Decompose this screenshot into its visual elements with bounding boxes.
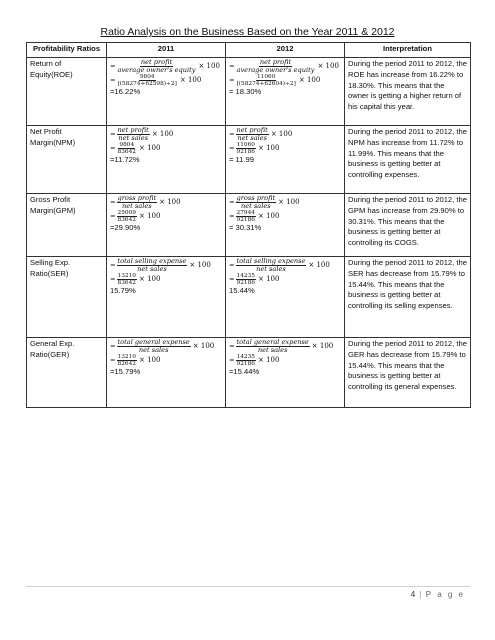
- formula-definition: [110, 258, 222, 273]
- value-2012: [226, 58, 345, 126]
- value-2012: [226, 126, 345, 194]
- fraction-numerator: net profit: [117, 126, 149, 134]
- fraction: [236, 339, 310, 354]
- times-hundred: × 100: [138, 355, 161, 364]
- formula-substitution: [229, 273, 341, 286]
- footer-divider: [26, 586, 470, 587]
- table-header-row: [27, 43, 471, 58]
- table-row: [27, 257, 471, 338]
- page-label: P a g e: [425, 590, 465, 599]
- times-hundred: × 100: [151, 129, 174, 138]
- value-2012: [226, 338, 345, 408]
- ratio-name: Net Profit Margin(NPM): [27, 126, 107, 194]
- equals-sign: =: [110, 274, 116, 283]
- fraction: [117, 195, 158, 210]
- formula-definition: [110, 339, 222, 354]
- interpretation: During the period 2011 to 2012, the NPM has increase from 11.72% to 11.99%. This means that the business is getting better at controlling expenses.: [345, 126, 471, 194]
- fraction: [117, 127, 150, 142]
- page-number: [411, 590, 465, 599]
- formula: [110, 127, 222, 155]
- equals-sign: =: [110, 341, 116, 350]
- times-hundred: × 100: [257, 355, 280, 364]
- times-hundred: × 100: [257, 274, 280, 283]
- value-2011: [107, 338, 226, 408]
- fraction-numerator: 13210: [117, 273, 136, 279]
- formula-definition: [110, 59, 222, 74]
- fraction-numerator: 9804: [119, 142, 135, 148]
- formula-definition: [229, 195, 341, 210]
- fraction: [236, 142, 256, 155]
- equals-sign: =: [229, 355, 235, 364]
- formula-substitution: [229, 354, 341, 367]
- equals-sign: =: [110, 129, 116, 138]
- fraction: [117, 354, 137, 367]
- ratio-table: [26, 42, 471, 408]
- fraction-numerator: 9804: [139, 74, 155, 80]
- formula: [229, 258, 341, 286]
- equals-sign: =: [229, 274, 235, 283]
- equals-sign: =: [229, 260, 235, 269]
- fraction-denominator: net sales: [257, 346, 288, 354]
- formula: [110, 59, 222, 87]
- formula-definition: [229, 127, 341, 142]
- fraction: [117, 258, 188, 273]
- formula-definition: [229, 258, 341, 273]
- ratio-result: 15.79%: [110, 286, 136, 296]
- fraction: [236, 258, 307, 273]
- equals-sign: =: [229, 75, 235, 84]
- times-hundred: × 100: [179, 75, 202, 84]
- table-row: [27, 338, 471, 408]
- formula-definition: [110, 195, 222, 210]
- fraction-numerator: net profit: [236, 126, 268, 134]
- page-separator: |: [419, 590, 422, 599]
- times-hundred: × 100: [192, 341, 215, 350]
- formula-substitution: [229, 210, 341, 223]
- page-number-value: 4: [410, 590, 416, 599]
- fraction: [236, 273, 256, 286]
- fraction: [236, 74, 297, 87]
- fraction-denominator: 83642: [117, 149, 136, 156]
- fraction-numerator: 13210: [117, 354, 136, 360]
- fraction: [236, 354, 256, 367]
- value-2011: [107, 126, 226, 194]
- times-hundred: × 100: [189, 260, 211, 269]
- formula-definition: [229, 339, 341, 354]
- ratio-result: =15.79%: [110, 367, 141, 377]
- document-title: Ratio Analysis on the Business Based on the Year 2011 & 2012: [100, 26, 395, 38]
- ratio-result: = 18.30%: [229, 87, 262, 97]
- times-hundred: × 100: [308, 260, 330, 269]
- ratio-name: Gross Profit Margin(GPM): [27, 194, 107, 257]
- fraction-denominator: net sales: [137, 265, 167, 273]
- fraction: [236, 127, 269, 142]
- fraction-numerator: net profit: [140, 58, 173, 66]
- fraction-denominator: 83642: [117, 217, 136, 224]
- formula: [110, 195, 222, 223]
- fraction-denominator: [(58274+62598)÷2]: [117, 81, 177, 88]
- fraction-denominator: net sales: [118, 134, 148, 142]
- fraction-numerator: 11060: [256, 74, 276, 80]
- value-2012: [226, 194, 345, 257]
- equals-sign: =: [229, 129, 235, 138]
- fraction-denominator: net sales: [241, 202, 271, 210]
- fraction-numerator: 14235: [236, 273, 255, 279]
- value-2011: [107, 257, 226, 338]
- times-hundred: × 100: [257, 143, 280, 152]
- formula: [229, 59, 341, 87]
- fraction-numerator: 14235: [236, 354, 255, 360]
- ratio-name: General Exp. Ratio(GER): [27, 338, 107, 408]
- table-row: [27, 58, 471, 126]
- formula-substitution: [229, 142, 341, 155]
- fraction-numerator: gross profit: [117, 194, 157, 202]
- column-header: 2012: [226, 43, 345, 58]
- times-hundred: × 100: [317, 61, 339, 70]
- equals-sign: =: [110, 260, 116, 269]
- ratio-name: Selling Exp. Ratio(SER): [27, 257, 107, 338]
- fraction-numerator: gross profit: [236, 194, 276, 202]
- table-row: [27, 194, 471, 257]
- times-hundred: × 100: [159, 197, 181, 206]
- formula: [229, 339, 341, 367]
- formula-definition: [229, 59, 341, 74]
- fraction: [117, 210, 137, 223]
- times-hundred: × 100: [298, 75, 321, 84]
- fraction-denominator: net sales: [256, 265, 286, 273]
- ratio-result: =29.90%: [110, 223, 141, 233]
- formula-substitution: [110, 273, 222, 286]
- value-2011: [107, 194, 226, 257]
- fraction-denominator: net sales: [122, 202, 152, 210]
- equals-sign: =: [110, 211, 116, 220]
- formula-substitution: [110, 142, 222, 155]
- ratio-result: =16.22%: [110, 87, 141, 97]
- fraction-denominator: [(58274+62604)÷2]: [236, 81, 296, 88]
- times-hundred: × 100: [257, 211, 280, 220]
- equals-sign: =: [229, 143, 235, 152]
- fraction-numerator: total general expense: [236, 338, 309, 346]
- equals-sign: =: [229, 341, 235, 350]
- fraction-denominator: 82642: [117, 361, 136, 368]
- column-header: 2011: [107, 43, 226, 58]
- table-row: [27, 126, 471, 194]
- fraction-denominator: 83642: [117, 280, 136, 287]
- equals-sign: =: [229, 197, 235, 206]
- fraction-numerator: 11060: [236, 142, 255, 148]
- fraction-numerator: total general expense: [117, 338, 190, 346]
- fraction-denominator: average owner's equity: [117, 66, 196, 74]
- formula-definition: [110, 127, 222, 142]
- equals-sign: =: [110, 355, 116, 364]
- times-hundred: × 100: [138, 274, 161, 283]
- equals-sign: =: [229, 61, 235, 70]
- fraction-numerator: total selling expense: [236, 257, 306, 265]
- fraction-numerator: 25009: [117, 210, 136, 216]
- ratio-result: = 30.31%: [229, 223, 262, 233]
- fraction-denominator: 92186: [236, 149, 255, 156]
- times-hundred: × 100: [278, 197, 300, 206]
- equals-sign: =: [110, 61, 116, 70]
- times-hundred: × 100: [270, 129, 293, 138]
- fraction: [117, 59, 197, 74]
- ratio-result: =15.44%: [229, 367, 260, 377]
- times-hundred: × 100: [311, 341, 334, 350]
- interpretation: During the period 2011 to 2012, the SER has decrease from 15.79% to 15.44%. This means that the business is getting better at controlling its selling expenses.: [345, 257, 471, 338]
- fraction-denominator: average owner's equity: [236, 66, 315, 74]
- interpretation: During the period 2011 to 2012, the ROE has increase from 16.22% to 18.30%. This means that the owner is getting a higher return of his capital this year.: [345, 58, 471, 126]
- times-hundred: × 100: [198, 61, 220, 70]
- interpretation: During the period 2011 to 2012, the GPM has increase from 29.90% to 30.31%. This means that the business is getting better at controlling its COGS.: [345, 194, 471, 257]
- equals-sign: =: [110, 143, 116, 152]
- fraction: [236, 195, 277, 210]
- times-hundred: × 100: [138, 211, 161, 220]
- value-2012: [226, 257, 345, 338]
- fraction-denominator: net sales: [237, 134, 267, 142]
- ratio-result: = 11.99: [229, 155, 254, 165]
- ratio-name: Return of Equity(ROE): [27, 58, 107, 126]
- fraction-numerator: 27944: [236, 210, 255, 216]
- fraction-numerator: total selling expense: [117, 257, 187, 265]
- fraction: [117, 142, 137, 155]
- fraction-denominator: 92186: [236, 280, 255, 287]
- times-hundred: × 100: [138, 143, 161, 152]
- formula-substitution: [229, 74, 341, 87]
- equals-sign: =: [110, 197, 116, 206]
- column-header: Interpretation: [345, 43, 471, 58]
- fraction: [236, 59, 316, 74]
- column-header: Profitability Ratios: [27, 43, 107, 58]
- fraction: [117, 273, 137, 286]
- formula-substitution: [110, 354, 222, 367]
- formula: [229, 127, 341, 155]
- fraction: [236, 210, 256, 223]
- equals-sign: =: [110, 75, 116, 84]
- equals-sign: =: [229, 211, 235, 220]
- fraction: [117, 74, 178, 87]
- ratio-result: =11.72%: [110, 155, 140, 165]
- fraction-denominator: net sales: [138, 346, 169, 354]
- formula: [229, 195, 341, 223]
- formula-substitution: [110, 210, 222, 223]
- fraction: [117, 339, 191, 354]
- formula: [110, 339, 222, 367]
- fraction-numerator: net profit: [259, 58, 292, 66]
- formula: [110, 258, 222, 286]
- value-2011: [107, 58, 226, 126]
- fraction-denominator: 92186: [236, 361, 255, 368]
- ratio-result: 15.44%: [229, 286, 255, 296]
- formula-substitution: [110, 74, 222, 87]
- fraction-denominator: 92186: [236, 217, 255, 224]
- interpretation: During the period 2011 to 2012, the GER has decrease from 15.79% to 15.44%. This means that the business is getting better at controlling its general expenses.: [345, 338, 471, 408]
